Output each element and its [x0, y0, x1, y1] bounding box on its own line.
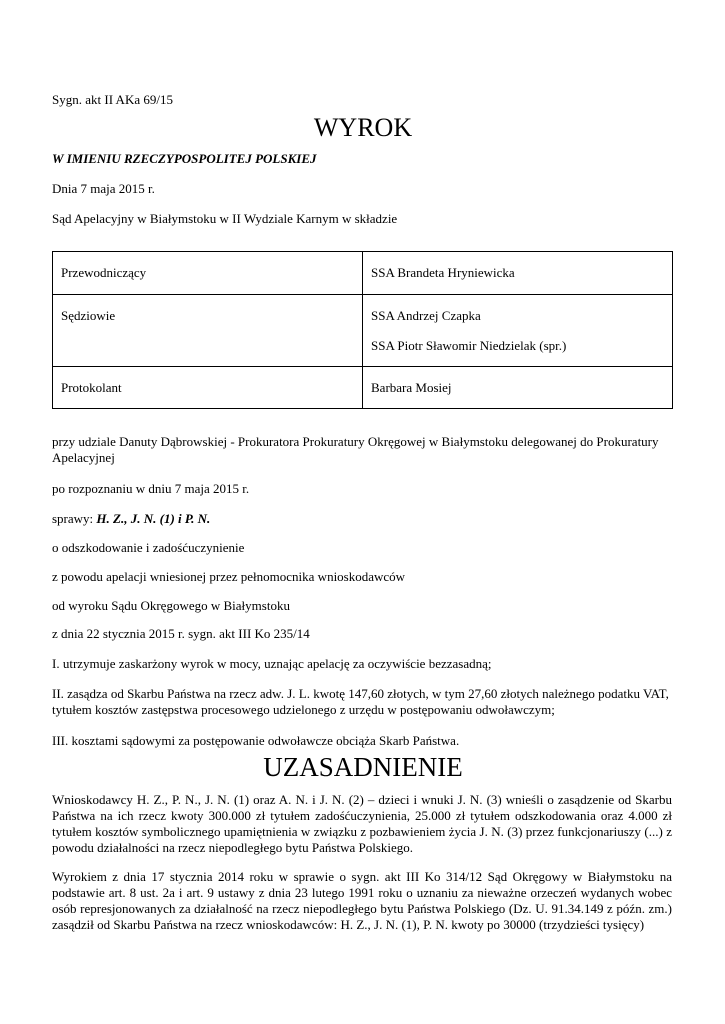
judgment-date: Dnia 7 maja 2015 r. [52, 181, 155, 196]
justification-paragraph-1: Wnioskodawcy H. Z., P. N., J. N. (1) oraz A. N. i J. N. (2) – dzieci i wnuki J. N. (3) wnieśli o zasądzenie od Skarbu Państwa na ich rzecz kwoty 300.000 zł tytułem zadośćuczynienia, 25.000 zł tytułem odszkodowania oraz 4.000 zł tytułem kosztów symbolicznego upamiętnienia w związku z pozbawieniem życia J. N. (3) przez funkcjonariuszy (...) z powodu działalności na rzecz niepodległego bytu Państwa Polskiego. [52, 792, 672, 855]
panel-names [363, 295, 673, 367]
prosecutor-paragraph: przy udziale Danuty Dąbrowskiej - Prokuratora Prokuratury Okręgowej w Białymstoku delegowanej do Prokuratury Apelacyjnej [52, 434, 659, 465]
case-parties: H. Z., J. N. (1) i P. N. [96, 511, 211, 526]
court-panel-table [52, 251, 673, 409]
panel-name: SSA Brandeta Hryniewicka [363, 252, 673, 295]
panel-role: Protokolant [53, 367, 363, 409]
panel-name: SSA Piotr Sławomir Niedzielak (spr.) [371, 338, 567, 353]
panel-name: Barbara Mosiej [363, 367, 673, 409]
panel-role: Przewodniczący [53, 252, 363, 295]
ruling-point-1: I. utrzymuje zaskarżony wyrok w mocy, uznając apelację za oczywiście bezzasadną; [52, 656, 492, 671]
hearing-date: po rozpoznaniu w dniu 7 maja 2015 r. [52, 481, 250, 496]
judgment-from: od wyroku Sądu Okręgowego w Białymstoku [52, 598, 290, 613]
ruling-point-3: III. kosztami sądowymi za postępowanie odwoławcze obciąża Skarb Państwa. [52, 733, 460, 748]
justification-title: UZASADNIENIE [263, 752, 463, 782]
case-subject: o odszkodowanie i zadośćuczynienie [52, 540, 245, 555]
table-row [53, 252, 673, 295]
justification-paragraph-2: Wyrokiem z dnia 17 stycznia 2014 roku w sprawie o sygn. akt III Ko 314/12 Sąd Okręgowy w Białymstoku na podstawie art. 8 ust. 2a i art. 9 ustawy z dnia 23 lutego 1991 roku o uznaniu za nieważne orzeczeń wydanych wobec osób represjonowanych za działalność na rzecz niepodległego bytu Państwa Polskiego (Dz. U. 91.34.149 z późn. zm.) zasądził od Skarbu Państwa na rzecz wnioskodawców: H. Z., J. N. (1), P. N. kwoty po 30000 (trzydzieści tysięcy) [52, 869, 672, 932]
judgment-title: WYROK [313, 113, 413, 142]
court-composition: Sąd Apelacyjny w Białymstoku w II Wydziale Karnym w składzie [52, 211, 398, 226]
table-row [53, 367, 673, 409]
panel-role: Sędziowie [53, 295, 363, 367]
case-line [52, 511, 672, 527]
judgment-reference: z dnia 22 stycznia 2015 r. sygn. akt III Ko 235/14 [52, 626, 310, 641]
ruling-point-2: II. zasądza od Skarbu Państwa na rzecz adw. J. L. kwotę 147,60 złotych, w tym 27,60 złotych należnego podatku VAT, tytułem kosztów zastępstwa procesowego udzielonego z urzędu w postępowaniu odwoławczym; [52, 686, 669, 717]
panel-name: SSA Andrzej Czapka [371, 308, 481, 323]
case-prefix: sprawy: [52, 511, 97, 526]
judgment-subtitle: W IMIENIU RZECZYPOSPOLITEJ POLSKIEJ [52, 151, 317, 166]
appeal-line: z powodu apelacji wniesionej przez pełnomocnika wnioskodawców [52, 569, 406, 584]
table-row [53, 295, 673, 367]
case-signature: Sygn. akt II AKa 69/15 [52, 92, 173, 107]
